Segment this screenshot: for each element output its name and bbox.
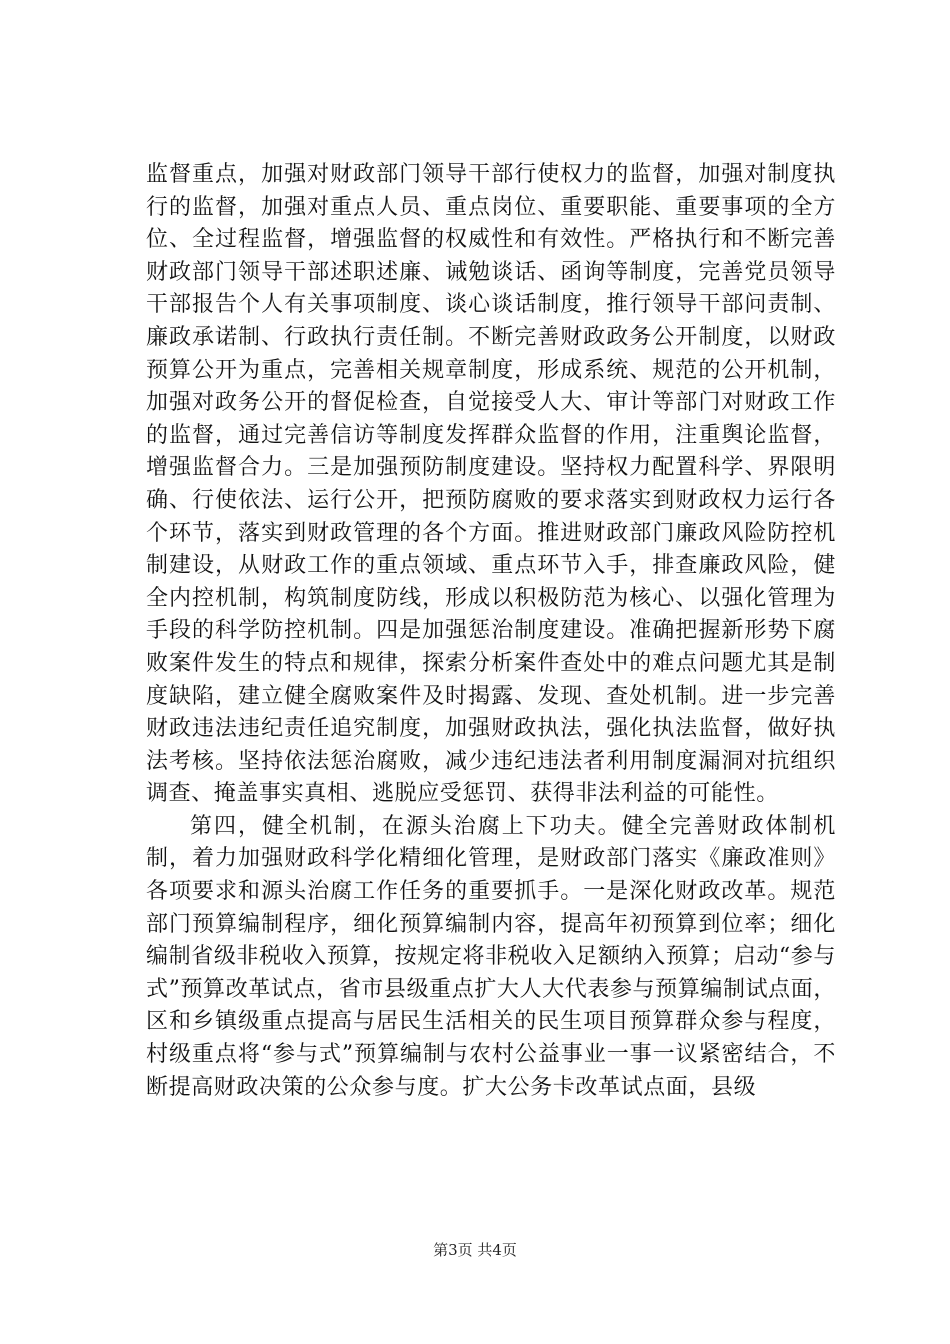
page-number-footer: 第3页 共4页 [433, 1241, 517, 1259]
paragraph-continued: 监督重点，加强对财政部门领导干部行使权力的监督，加强对制度执行的监督，加强对重点人员、重点岗位、重要职能、重要事项的全方位、全过程监督，增强监督的权威性和有效性。严格执行和不断完善财政部门领导干部述职述廉、诫勉谈话、函询等制度，完善党员领导干部报告个人有关事项制度、谈心谈话制度，推行领导干部问责制、廉政承诺制、行政执行责任制。不断完善财政政务公开制度，以财政预算公开为重点，完善相关规章制度，形成系统、规范的公开机制，加强对政务公开的督促检查，自觉接受人大、审计等部门对财政工作的监督，通过完善信访等制度发挥群众监督的作用，注重舆论监督，增强监督合力。三是加强预防制度建设。坚持权力配置科学、界限明确、行使依法、运行公开，把预防腐败的要求落实到财政权力运行各个环节，落实到财政管理的各个方面。推进财政部门廉政风险防控机制建设，从财政工作的重点领域、重点环节入手，排查廉政风险，健全内控机制，构筑制度防线，形成以积极防范为核心、以强化管理为手段的科学防控机制。四是加强惩治制度建设。准确把握新形势下腐败案件发生的特点和规律，探索分析案件查处中的难点问题尤其是制度缺陷，建立健全腐败案件及时揭露、发现、查处机制。进一步完善财政违法违纪责任追究制度，加强财政执法，强化执法监督，做好执法考核。坚持依法惩治腐败，减少违纪违法者利用制度漏洞对抗组织调查、掩盖事实真相、逃脱应受惩罚、获得非法利益的可能性。 [146, 162, 836, 807]
document-body [146, 159, 836, 1104]
paragraph-fourth-point: 第四，健全机制，在源头治腐上下功夫。健全完善财政体制机制，着力加强财政科学化精细化管理，是财政部门落实《廉政准则》各项要求和源头治腐工作任务的重要抓手。一是深化财政改革。规范部门预算编制程序，细化预算编制内容，提高年初预算到位率；细化编制省级非税收入预算，按规定将非税收入足额纳入预算；启动“参与式”预算改革试点，省市县级重点扩大人大代表参与预算编制试点面，区和乡镇级重点提高与居民生活相关的民生项目预算群众参与程度，村级重点将“参与式”预算编制与农村公益事业一事一议紧密结合，不断提高财政决策的公众参与度。扩大公务卡改革试点面，县级 [146, 813, 836, 1100]
